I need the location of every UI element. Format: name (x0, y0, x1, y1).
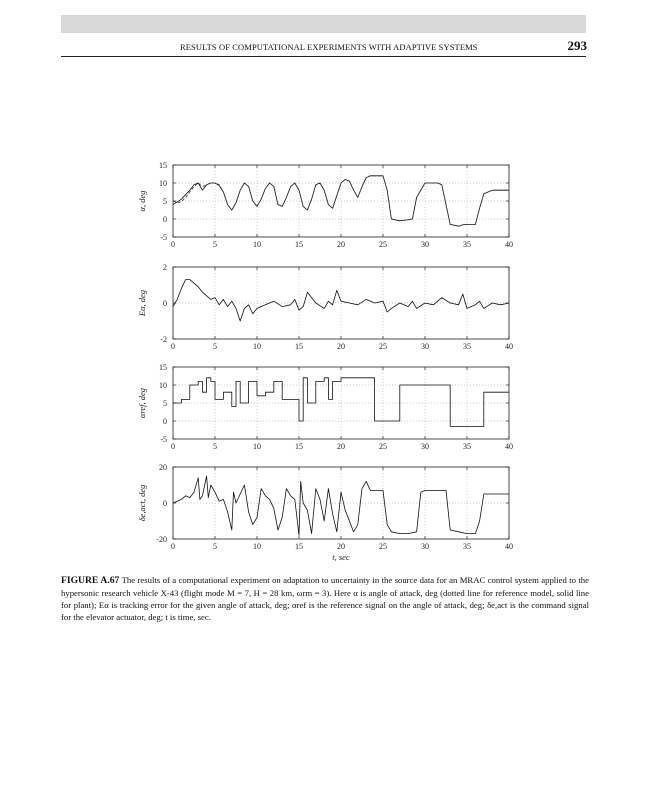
figure-label: FIGURE A.67 (61, 575, 120, 586)
subplot-1 (137, 161, 513, 249)
x-tick-label: 25 (379, 342, 387, 351)
y-tick-label: -2 (160, 335, 167, 344)
x-tick-label: 35 (463, 542, 471, 551)
x-tick-label: 10 (253, 542, 261, 551)
y-tick-label: -20 (156, 535, 167, 544)
x-tick-label: 20 (337, 342, 345, 351)
page-number: 293 (567, 38, 587, 53)
y-tick-label: -5 (160, 233, 167, 242)
x-tick-label: 15 (295, 442, 303, 451)
x-tick-label: 25 (379, 442, 387, 451)
x-tick-label: 15 (295, 542, 303, 551)
y-tick-label: 0 (163, 299, 167, 308)
y-tick-label: 5 (163, 399, 167, 408)
y-axis-label: Eα, deg (137, 289, 147, 317)
x-tick-label: 35 (463, 240, 471, 249)
running-title: RESULTS OF COMPUTATIONAL EXPERIMENTS WITH ADAPTIVE SYSTEMS (180, 42, 478, 52)
y-tick-label: 2 (163, 263, 167, 272)
y-tick-label: 20 (159, 463, 167, 472)
x-tick-label: 40 (505, 442, 513, 451)
x-tick-label: 5 (213, 542, 217, 551)
x-tick-label: 35 (463, 342, 471, 351)
y-tick-label: 0 (163, 215, 167, 224)
x-tick-label: 20 (337, 442, 345, 451)
x-tick-label: 30 (421, 542, 429, 551)
x-tick-label: 5 (213, 442, 217, 451)
figure-caption (61, 574, 589, 623)
subplot-3 (137, 363, 513, 451)
y-tick-label: -5 (160, 435, 167, 444)
x-tick-label: 10 (253, 442, 261, 451)
y-tick-label: 15 (159, 161, 167, 170)
x-tick-label: 25 (379, 240, 387, 249)
x-tick-label: 5 (213, 342, 217, 351)
y-tick-label: 10 (159, 179, 167, 188)
x-tick-label: 20 (337, 240, 345, 249)
x-tick-label: 0 (171, 342, 175, 351)
x-tick-label: 0 (171, 542, 175, 551)
y-tick-label: 15 (159, 363, 167, 372)
subplot-4 (137, 463, 513, 562)
x-tick-label: 40 (505, 542, 513, 551)
y-tick-label: 0 (163, 417, 167, 426)
x-tick-label: 40 (505, 342, 513, 351)
caption-text: The results of a computational experiment on adaptation to uncertainty in the source data for an MRAC control system applied to the hypersonic research vehicle X-43 (flight mode M = 7, H = 28 km, ωrm = 3). Here α is angle of attack, deg (dotted line for reference model, solid line for plant); Eα is tracking error for the given angle of attack, deg; αref is the reference signal on the angle of attack, deg; δe,act is the command signal for the elevator actuator, deg; t is time, sec. (61, 575, 589, 623)
x-tick-label: 30 (421, 442, 429, 451)
x-tick-label: 30 (421, 240, 429, 249)
y-tick-label: 5 (163, 197, 167, 206)
subplot-2 (137, 263, 513, 351)
y-axis-label: α, deg (137, 190, 147, 212)
series-line-1 (173, 476, 509, 535)
x-axis-label: t, sec (332, 552, 350, 562)
y-tick-label: 0 (163, 499, 167, 508)
x-tick-label: 25 (379, 542, 387, 551)
x-tick-label: 0 (171, 240, 175, 249)
x-tick-label: 10 (253, 240, 261, 249)
x-tick-label: 5 (213, 240, 217, 249)
x-tick-label: 0 (171, 442, 175, 451)
x-tick-label: 15 (295, 240, 303, 249)
x-tick-label: 35 (463, 442, 471, 451)
y-axis-label: αref, deg (137, 387, 147, 419)
x-tick-label: 15 (295, 342, 303, 351)
x-tick-label: 10 (253, 342, 261, 351)
x-tick-label: 20 (337, 542, 345, 551)
x-tick-label: 40 (505, 240, 513, 249)
y-axis-label: δe,act, deg (137, 484, 147, 522)
x-tick-label: 30 (421, 342, 429, 351)
y-tick-label: 10 (159, 381, 167, 390)
